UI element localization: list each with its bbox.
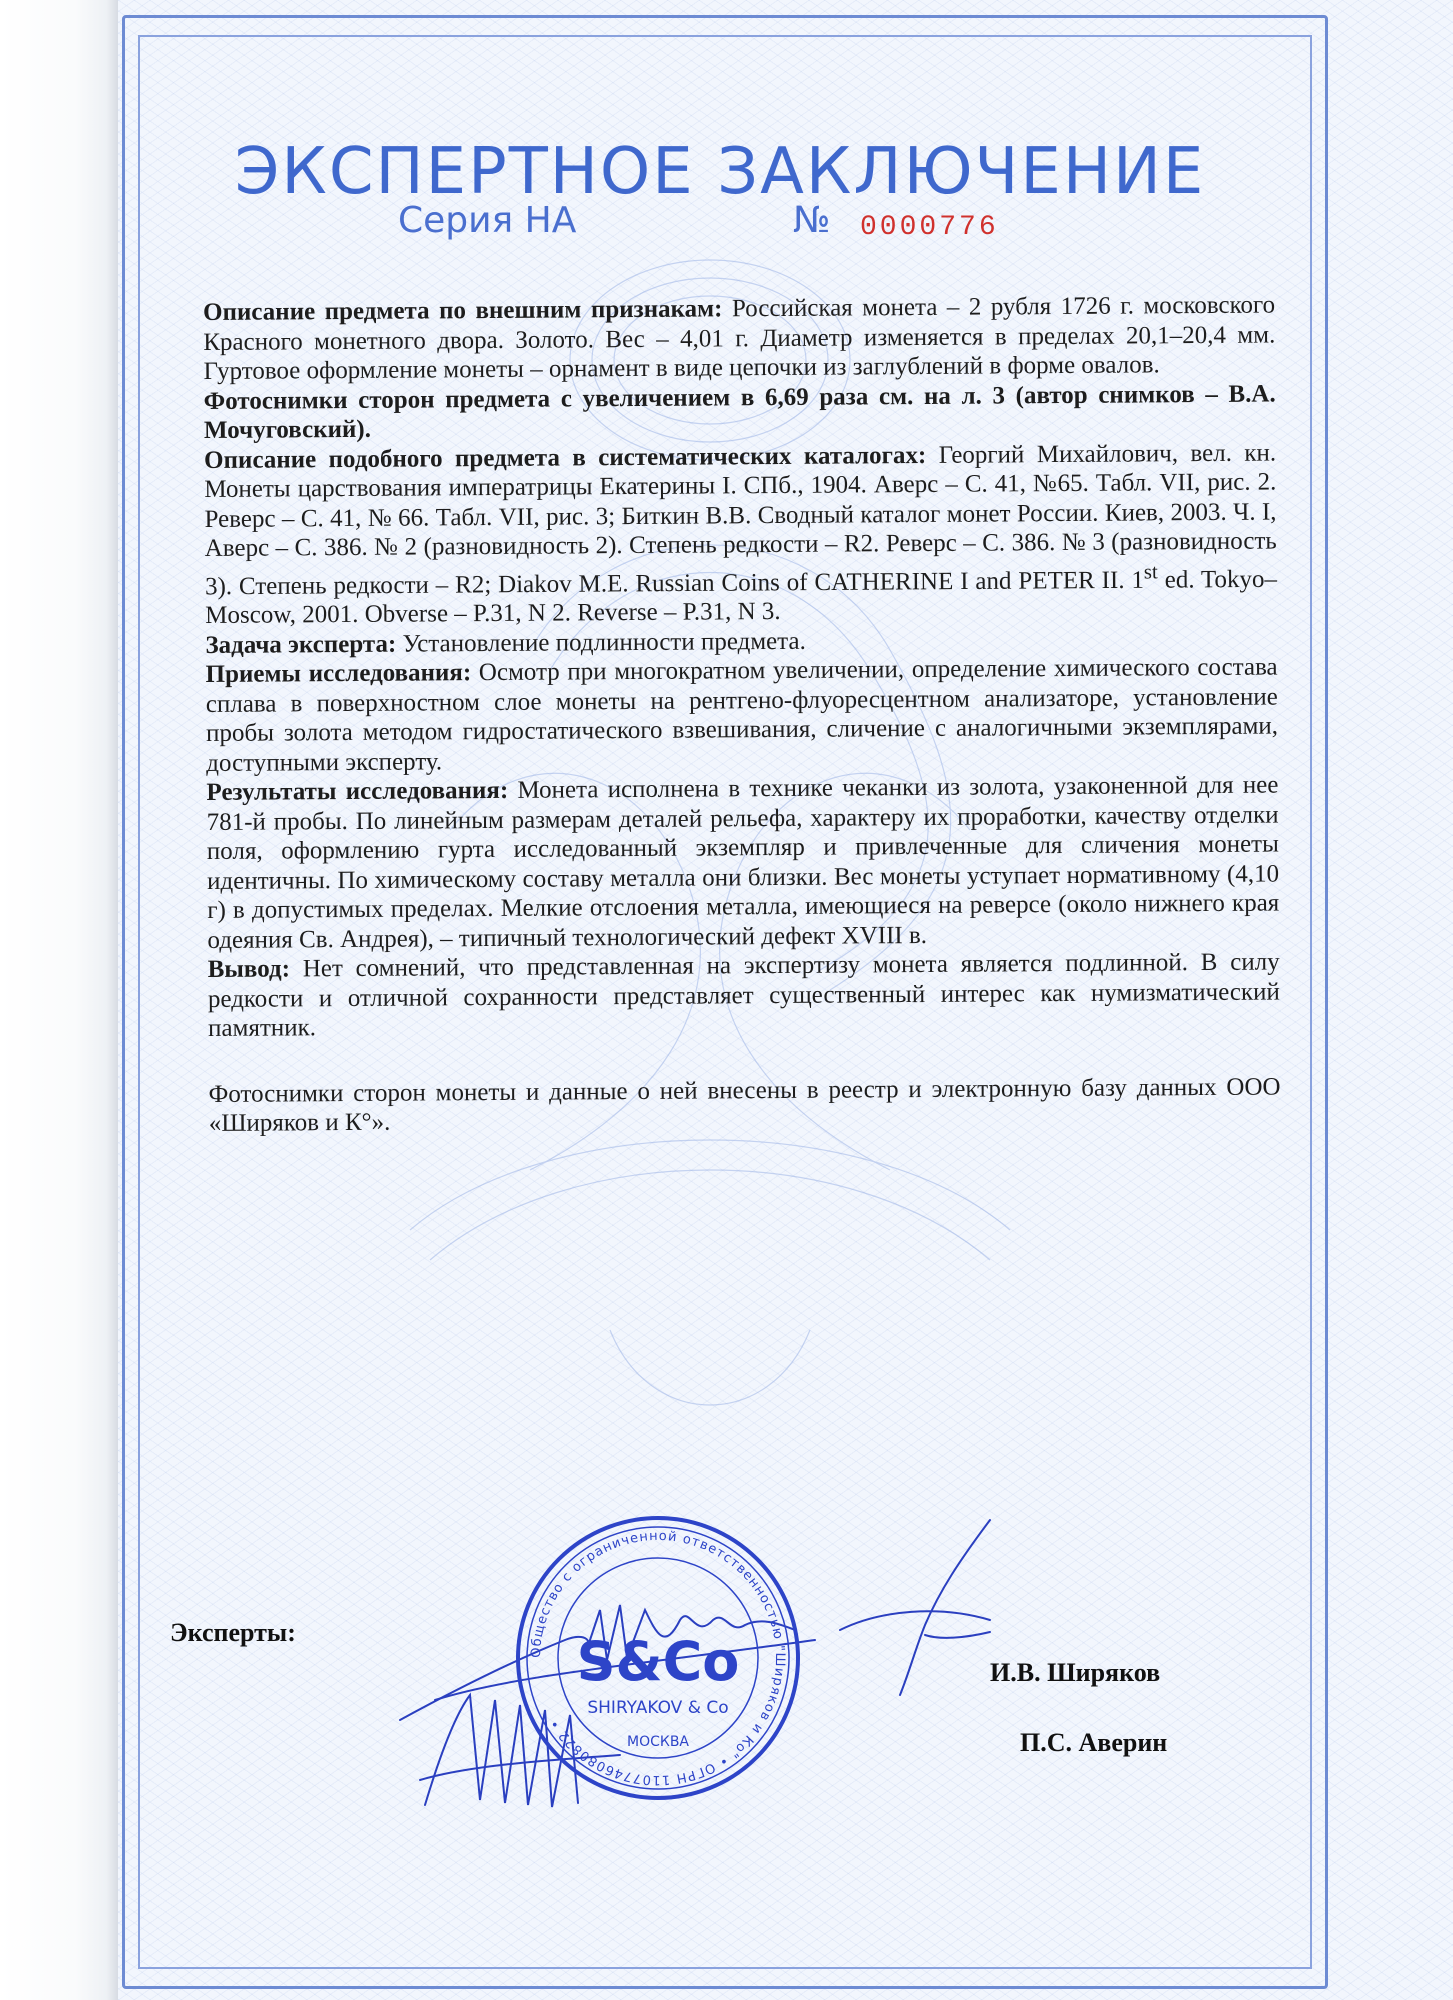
description-text: Российская монета – 2 рубля 1726 г. московского Красного монетного двора. Золото. Вес – 4,01 г. Диаметр изменяется в пределах 20,1–20,4 мм. Гуртовое оформление монеты – орнамент в виде цепочки из заглублений в форме овалов. xyxy=(203,291,1276,385)
methods-paragraph xyxy=(206,653,1279,778)
conclusion-text: Нет сомнений, что представленная на экспертизу монета является подлинной. В силу редкости и отличной сохранности представляет существенный интерес как нумизматический памятник. xyxy=(207,948,1280,1043)
description-label: Описание предмета по внешним признакам: xyxy=(203,295,723,326)
experts-label: Эксперты: xyxy=(170,1618,296,1647)
catalogs-text: Георгий Михайлович, вел. кн. Монеты царствования императрицы Екатерины I. СПб., 1904. Аверс – С. 41, №65. Табл. VII, рис. 2. Реверс – С. 41, № 66. Табл. VII, рис. 3; Биткин В.В. Сводный каталог монет России. Киев, 2003. Ч. I, Аверс – С. 386. № 2 (разновидность 2). Степень редкости – R2. Реверс – С. 386. № 3 (разновидность 3). Степень редкости – R2; Diakov M.E. Russian Coins of CATHERINE I and PETER II. 1 xyxy=(204,439,1277,600)
catalogs-label: Описание подобного предмета в систематических каталогах: xyxy=(204,441,927,474)
description-paragraph xyxy=(203,291,1276,387)
series-label: Серия НА xyxy=(398,200,577,241)
book-gutter xyxy=(0,0,125,2000)
registry-paragraph: Фотоснимки сторон монеты и данные о ней внесены в реестр и электронную базу данных ООО «Ширяков и К°». xyxy=(208,1073,1281,1138)
seal-city: МОСКВА xyxy=(627,1734,689,1750)
results-label: Результаты исследования: xyxy=(206,777,509,807)
catalogs-paragraph xyxy=(204,438,1277,631)
catalogs-superscript: st xyxy=(1143,558,1158,583)
methods-label: Приемы исследования: xyxy=(205,659,472,689)
photos-label: Фотоснимки сторон предмета с увеличением в 6,69 раза см. на л. 3 (автор снимков – В.А. Мочуговский). xyxy=(203,380,1276,444)
results-paragraph xyxy=(206,771,1279,955)
results-text: Монета исполнена в технике чеканки из золота, узаконенной для нее 781-й пробы. По линейным размерам деталей рельефа, характеру их проработки, качеству отделки поля, оформлению гурта исследованный экземпляр и привлеченные для сличения монеты идентичны. По химическому составу металла они близки. Вес монеты уступает нормативному (4,10 г) в допустимых пределах. Мелкие отслоения металла, имеющиеся на реверсе (около нижнего края одеяния Св. Андрея), – типичный технологический дефект XVIII в. xyxy=(206,771,1280,954)
task-text: Установление подлинности предмета. xyxy=(402,627,806,658)
catalogs-text-tail: ed. Tokyo–Moscow, 2001. Obverse – P.31, N 2. Reverse – P.31, N 3. xyxy=(205,565,1278,630)
conclusion-body xyxy=(203,291,1281,1139)
company-seal xyxy=(508,1508,808,1808)
conclusion-paragraph xyxy=(208,948,1281,1044)
seal-company-name: SHIRYAKOV & Co xyxy=(587,1698,729,1718)
methods-text: Осмотр при многократном увеличении, определение химического состава сплава в поверхностном слое монеты на рентгено-флуоресцентном анализаторе, установление пробы золота методом гидростатического взвешивания, сличение с аналогичными экземплярами, доступными эксперту. xyxy=(205,653,1279,777)
document-title: ЭКСПЕРТНОЕ ЗАКЛЮЧЕНИЕ xyxy=(234,135,1206,209)
expert-name-shiryakov: И.В. Ширяков xyxy=(990,1658,1161,1687)
seal-logo: S&Co xyxy=(576,1630,740,1693)
conclusion-label: Вывод: xyxy=(207,955,291,984)
task-label: Задача эксперта: xyxy=(205,630,397,659)
expert-name-averin: П.С. Аверин xyxy=(1020,1728,1168,1757)
photos-paragraph xyxy=(204,379,1276,445)
number-sign: № xyxy=(793,200,831,241)
seal-ring-text: Общество с ограниченной ответственностью "Ширяков и Ко" • ОГРН 1107746080822 • xyxy=(528,1528,788,1788)
serial-number: 0000776 xyxy=(860,212,999,243)
